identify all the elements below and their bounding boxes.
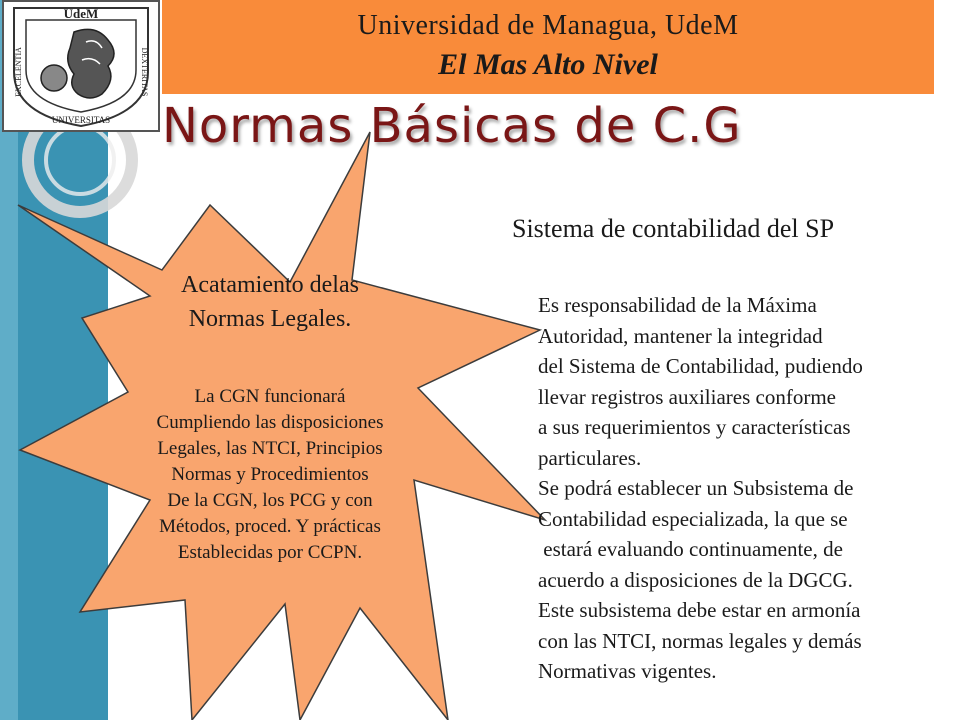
star-body-line: De la CGN, los PCG y con xyxy=(167,490,373,511)
right-body-line: estará evaluando continuamente, de xyxy=(538,537,843,561)
right-body-line: Contabilidad especializada, la que se xyxy=(538,506,848,531)
star-body xyxy=(80,384,460,566)
logo-top-text: UdeM xyxy=(63,6,99,21)
right-body-line: Es responsabilidad de la Máxima xyxy=(538,293,817,317)
right-body-line: Se podrá establecer un Subsistema de xyxy=(538,476,854,500)
star-body-line: Cumpliendo las disposiciones xyxy=(156,412,384,433)
star-body-line: La CGN funcionará xyxy=(194,386,346,407)
right-body-line: particulares. xyxy=(538,445,642,470)
logo-bottom-text: UNIVERSITAS xyxy=(51,115,111,125)
slide-title: Normas Básicas de C.G xyxy=(162,98,742,154)
right-section-body xyxy=(538,290,956,687)
right-body-line: acuerdo a disposiciones de la DGCG. xyxy=(538,567,853,592)
star-heading-line2: Normas Legales. xyxy=(188,306,352,332)
right-body-line: Normativas vigentes. xyxy=(538,659,717,683)
star-body-line: Legales, las NTCI, Principios xyxy=(157,438,383,459)
star-body-line: Normas y Procedimientos xyxy=(171,464,369,485)
logo-right-text: DEXTERITAS xyxy=(140,47,149,97)
right-body-line: del Sistema de Contabilidad, pudiendo xyxy=(538,354,863,378)
star-body-line: Establecidas por CCPN. xyxy=(177,542,363,563)
right-body-line: a sus requerimientos y características xyxy=(538,415,851,439)
star-heading-line1: Acatamiento delas xyxy=(181,272,359,298)
right-body-line: Este subsistema debe estar en armonía xyxy=(538,598,861,622)
logo-left-text: EXCELENTIA xyxy=(14,47,23,97)
right-body-line: Autoridad, mantener la integridad xyxy=(538,323,823,348)
star-body-line: Métodos, proced. Y prácticas xyxy=(159,516,381,537)
university-motto: El Mas Alto Nivel xyxy=(438,48,658,81)
right-section-heading: Sistema de contabilidad del SP xyxy=(512,214,835,243)
right-body-line: llevar registros auxiliares conforme xyxy=(538,384,836,409)
right-body-line: con las NTCI, normas legales y demás xyxy=(538,628,862,653)
university-name: Universidad de Managua, UdeM xyxy=(357,10,739,41)
